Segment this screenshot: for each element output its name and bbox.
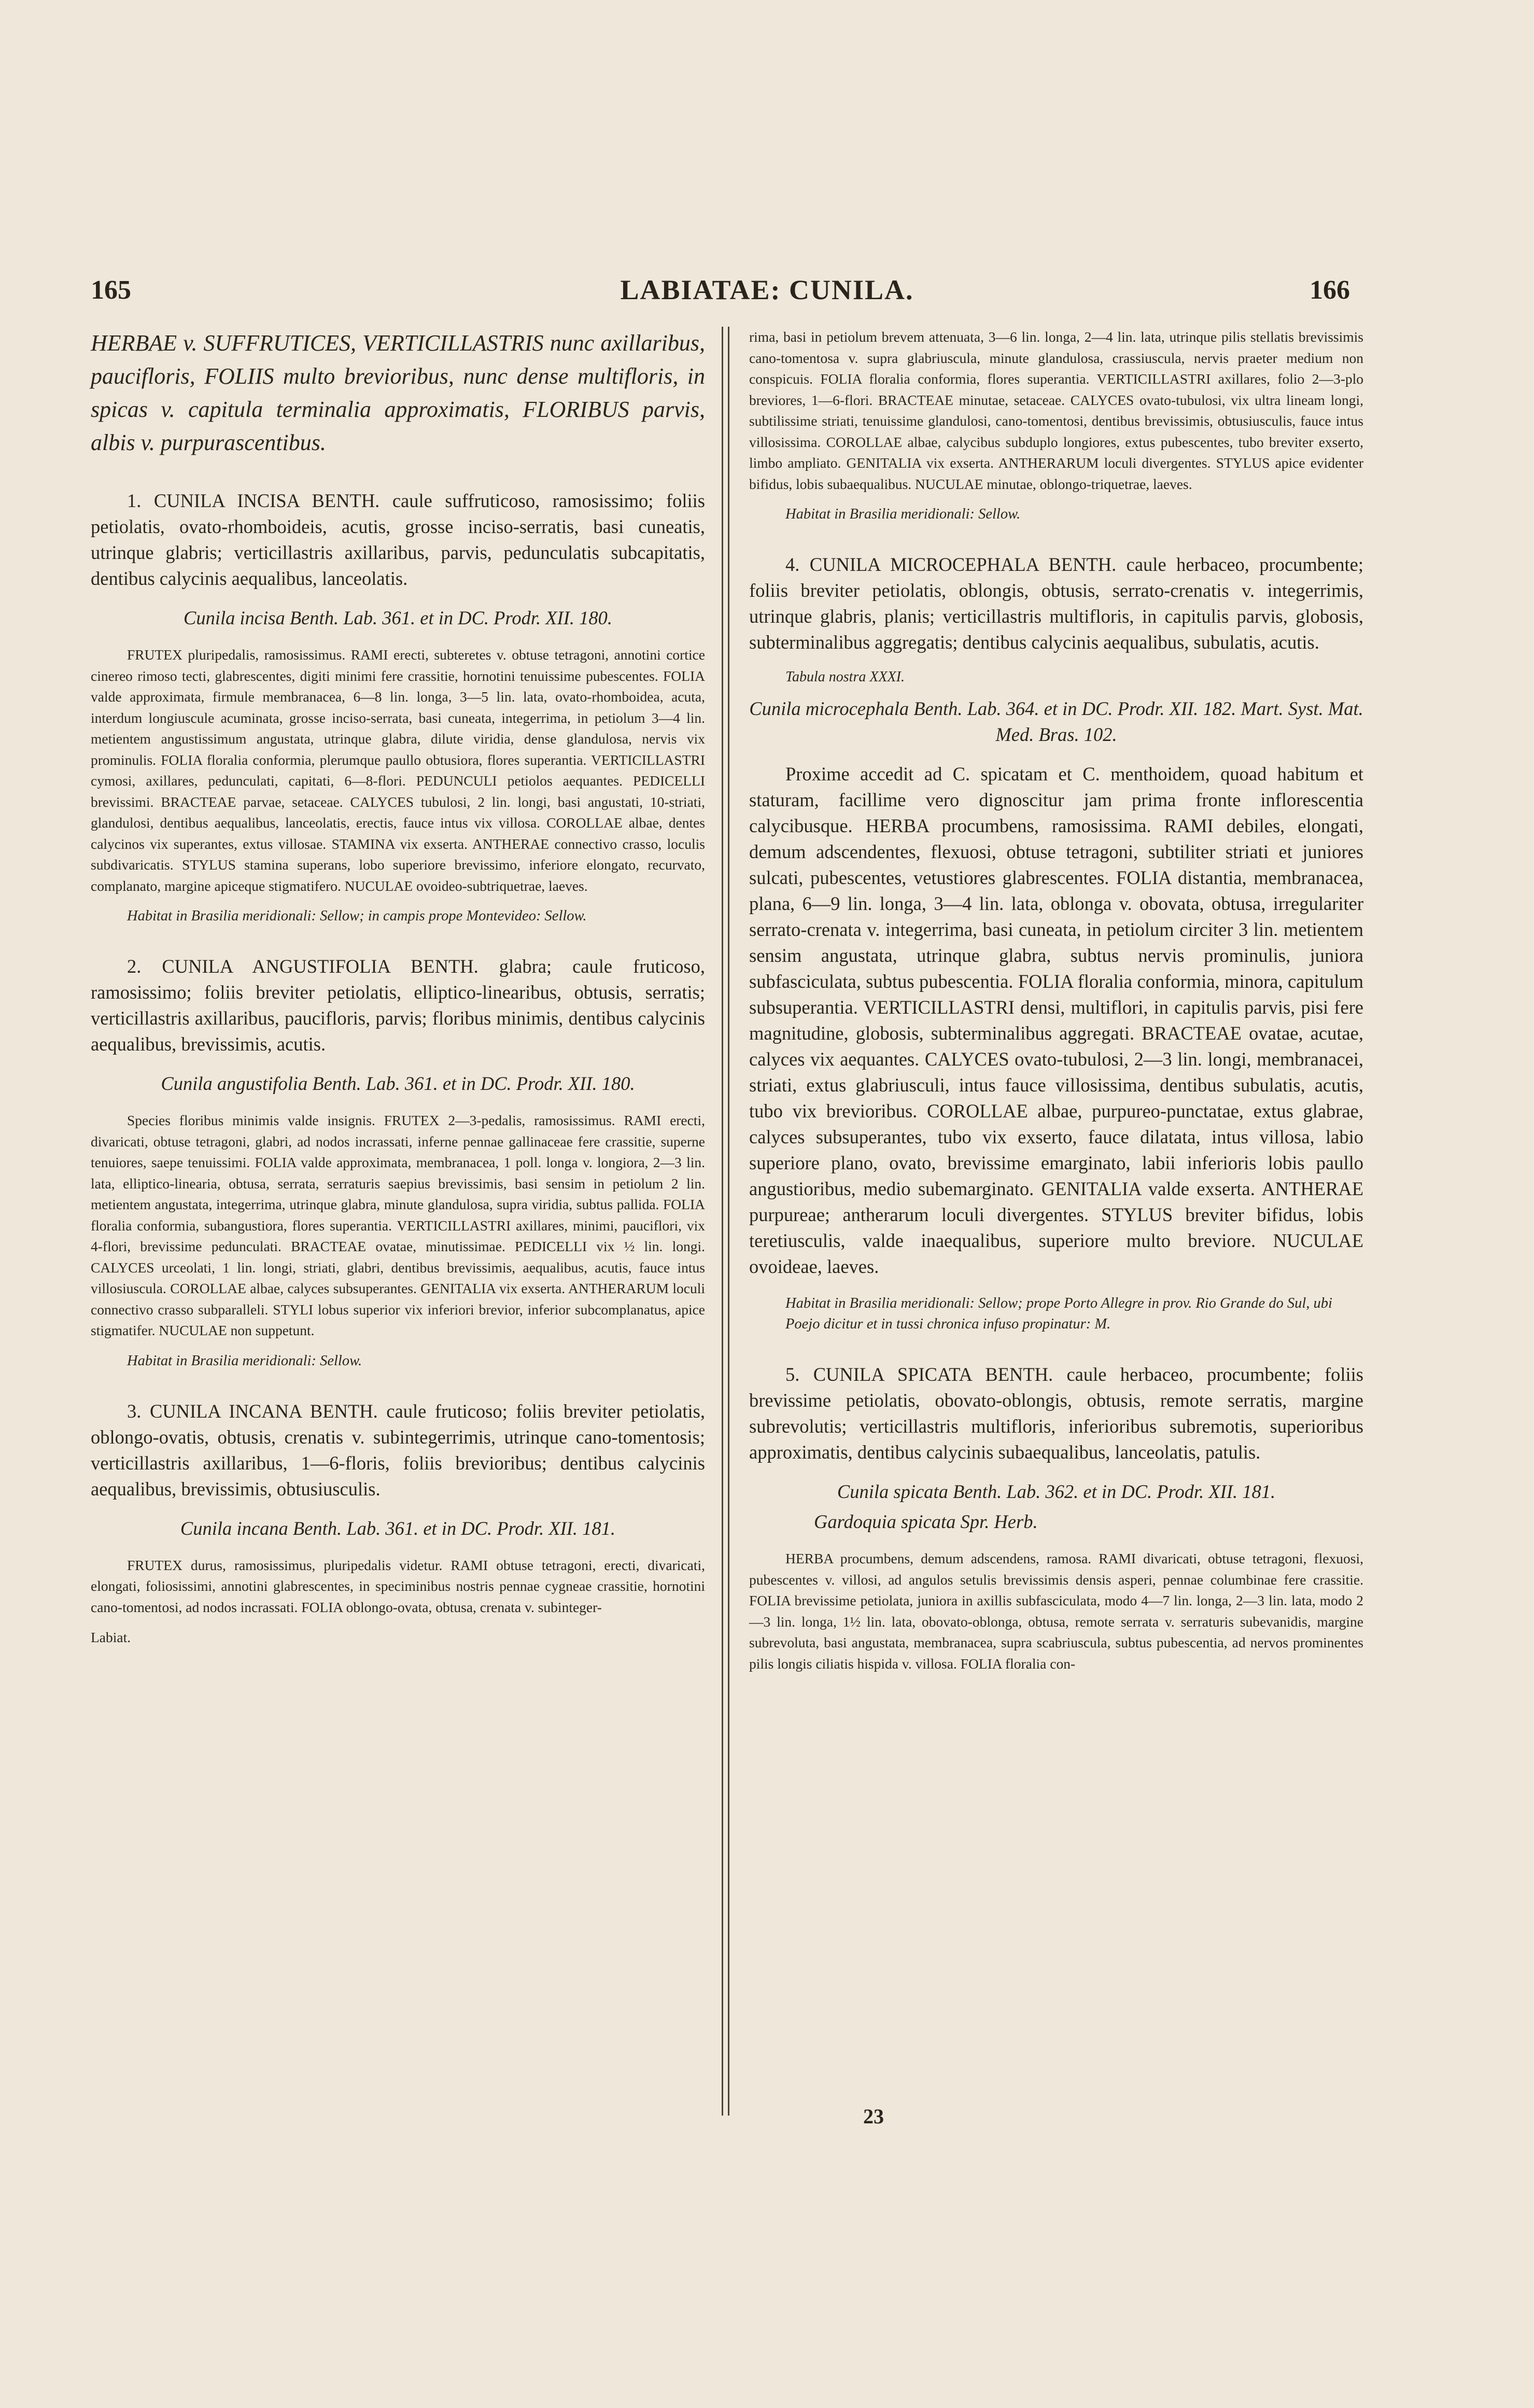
species-4-diagnosis: 4. CUNILA MICROCEPHALA BENTH. caule herbaceo, procumbente; foliis breviter petiolatis, oblongis, obtusis, serrato-crenatis v. integerrimis, utrinque glabris, planis; verticillastris multifloris, in capitulis parvis, globosis, subterminalibus aggregatis; dentibus calycinis aequalibus, subulatis, acutis. xyxy=(749,554,1363,653)
species-1-habitat: Habitat in Brasilia meridionali: Sellow; in campis prope Montevideo: Sellow. xyxy=(127,908,587,924)
species-5-description: HERBA procumbens, demum adscendens, ramosa. RAMI divaricati, obtuse tetragoni, flexuosi, pubescentes v. villosi, ad angulos setulis brevissimis densis asperi, pennae columbinae fere crassitie. FOLIA brevissime petiolata, juniora in axillis subfasciculata, modo 4—7 lin. longa, 2—3 lin. lata, modo 2—3 lin. longa, 1½ lin. lata, obovato-oblonga, obtusa, remote serrata v. serraturis subevanidis, margine subrevoluta, basi angustata, membranacea, supra scabriuscula, subtus pubescentia, ad nervos prominentes pilis longis ciliatis hispida v. villosa. FOLIA floralia con- xyxy=(749,1550,1363,1672)
species-2-habitat: Habitat in Brasilia meridionali: Sellow. xyxy=(127,1352,362,1369)
left-column xyxy=(91,327,705,1658)
species-3-habitat: Habitat in Brasilia meridionali: Sellow. xyxy=(785,506,1021,522)
column-divider-rule xyxy=(722,327,729,2116)
species-3-description-continued: rima, basi in petiolum brevem attenuata, 3—6 lin. longa, 2—4 lin. lata, utrinque pilis stellatis brevissimis cano-tomentosa v. supra glabriuscula, minute glandulosa, crassiuscula, nervis praeter medium non conspicuis. FOLIA floralia conformia, flores superantia. VERTICILLASTRI axillares, folio 2—3-plo breviores, 1—6-flori. BRACTEAE minutae, setaceae. CALYCES ovato-tubulosi, vix ultra lineam longi, subtilissime striati, tenuissime glandulosi, cano-tomentosi, dentibus brevissimis, obtusiusculis, fauce intus villosissima. COROLLAE albae, calycibus subduplo longiores, extus pubescentes, tubo breviter exserto, limbo ampliato. GENITALIA vix exserta. ANTHERARUM loculi divergentes. STYLUS apice evidenter bifidus, lobis subaequalibus. NUCULAE minutae, oblongo-triquetrae, laeves. xyxy=(749,329,1363,492)
species-5-synonym-2: Gardoquia spicata Spr. Herb. xyxy=(814,1511,1038,1532)
species-1-description: FRUTEX pluripedalis, ramosissimus. RAMI erecti, subteretes v. obtuse tetragoni, annotini cortice cinereo rimoso tecti, glabrescentes, digiti minimi fere crassitie, hornotini tenuissime pubescentes. FOLIA valde approximata, firmule membranacea, 6—8 lin. longa, 3—5 lin. lata, ovato-rhomboidea, acuta, interdum longiuscule acuminata, grosse inciso-serrata, basi cuneata, integerrima, in petiolum 3—4 lin. metientem angustissimum angustata, utrinque glabra, dilute viridia, dense glandulosa, nervis vix prominulis. FOLIA floralia conformia, plerumque paullo obtusiora, flores superantia. VERTICILLASTRI cymosi, axillares, pedunculati, capitati, 6—8-flori. PEDUNCULI petiolos aequantes. PEDICELLI brevissimi. BRACTEAE parvae, setaceae. CALYCES tubulosi, 2 lin. longi, basi angustati, 10-striati, glandulosi, dentibus aequalibus, lanceolatis, erectis, fauce intus vix villosa. COROLLAE albae, dentes calycinos vix superantes, extus villosae. STAMINA vix exserta. ANTHERAE connectivo crasso, loculis subdivaricatis. STYLUS stamina superans, lobo superiore brevissimo, inferiore elongato, recurvato, complanato, margine apiceque stigmatifero. NUCULAE ovoideo-subtriquetrae, laeves. xyxy=(91,647,705,894)
running-title: LABIATAE: CUNILA. xyxy=(620,274,914,305)
species-4-description: Proxime accedit ad C. spicatam et C. menthoidem, quoad habitum et staturam, facillime vero dignoscitur jam prima fronte inflorescentia calycibusque. HERBA procumbens, ramosissima. RAMI debiles, elongati, demum adscendentes, flexuosi, obtuse tetragoni, subtiliter striati et juniores sulcati, pubescentes, vetustiores glabrescentes. FOLIA distantia, membranacea, plana, 6—9 lin. longa, 3—4 lin. lata, oblonga v. obovata, obtusa, irregulariter serrato-crenata v. integerrima, basi cuneata, in petiolum circiter 3 lin. metientem sensim angustata, utrinque glabra, subtus nervis prominulis, juniora subfasciculata, subtus pubescentia. FOLIA floralia conformia, minora, capitulum subsuperantia. VERTICILLASTRI densi, multiflori, in capitulis parvis, pisi fere magnitudine, globosis, subterminalibus aggregati. BRACTEAE ovatae, acutae, calyces vix aequantes. CALYCES ovato-tubulosi, 2—3 lin. longi, membranacei, striati, extus glabriusculi, intus fauce villosissima, dentibus subulatis, acutis, tubo vix brevioribus. COROLLAE albae, purpureo-punctatae, extus glabrae, calyces subsuperantes, tubo vix exserto, fauce dilatata, intus villosa, labio superiore plano, ovato, brevissime emarginato, labii inferioris lobis paullo angustioribus, medio subemarginato. GENITALIA valde exserta. ANTHERAE purpureae; antherarum loculi divergentes. STYLUS breviter bifidus, lobis teretiusculis, valde inaequalibus, superiore multo breviore. NUCULAE ovoideae, laeves. xyxy=(749,763,1363,1277)
species-1-synonym: Cunila incisa Benth. Lab. 361. et in DC. Prodr. XII. 180. xyxy=(184,607,612,628)
species-2-diagnosis: 2. CUNILA ANGUSTIFOLIA BENTH. glabra; caule fruticoso, ramosissimo; foliis breviter petiolatis, elliptico-linearibus, obtusis, serratis; verticillastris axillaribus, paucifloris, parvis; floribus minimis, dentibus calycinis aequalibus, brevissimis, acutis. xyxy=(91,956,705,1055)
species-5-diagnosis: 5. CUNILA SPICATA BENTH. caule herbaceo, procumbente; foliis brevissime petiolatis, obovato-oblongis, obtusis, remote serratis, margine subrevolutis; verticillastris multifloris, inferioribus subremotis, superioribus approximatis, dentibus calycinis subaequalibus, lanceolatis, patulis. xyxy=(749,1364,1363,1463)
species-3-synonym: Cunila incana Benth. Lab. 361. et in DC. Prodr. XII. 181. xyxy=(180,1517,616,1539)
genus-section-intro: HERBAE v. SUFFRUTICES, VERTICILLASTRIS nunc axillaribus, paucifloris, FOLIIS multo brevioribus, nunc dense multifloris, in spicas v. capitula terminalia approximatis, FLORIBUS parvis, albis v. purpurascentibus. xyxy=(91,330,705,455)
signature-mark: 23 xyxy=(863,2105,884,2128)
catchword: Labiat. xyxy=(91,1629,131,1645)
species-1-diagnosis: 1. CUNILA INCISA BENTH. caule suffruticoso, ramosissimo; foliis petiolatis, ovato-rhomboideis, acutis, grosse inciso-serratis, basi cuneatis, utrinque glabris; verticillastris axillaribus, parvis, pedunculatis subcapitatis, dentibus calycinis aequalibus, lanceolatis. xyxy=(91,490,705,589)
species-3-description: FRUTEX durus, ramosissimus, pluripedalis videtur. RAMI obtuse tetragoni, erecti, divaricati, elongati, foliosissimi, annotini glabrescentes, in speciminibus nostris pennae cygneae crassitie, hornotini cano-tomentosi, ad nodos incrassati. FOLIA oblongo-ovata, obtusa, crenata v. subinteger- xyxy=(91,1557,705,1615)
right-page-number: 166 xyxy=(1310,275,1350,305)
species-4-plate-reference: Tabula nostra XXXI. xyxy=(785,669,905,685)
species-2-description: Species floribus minimis valde insignis. FRUTEX 2—3-pedalis, ramosissimus. RAMI erecti, divaricati, obtuse tetragoni, glabri, ad nodos incrassati, inferne pennae gallinaceae fere crassitie, superne tenuiores, saepe tenuissimi. FOLIA valde approximata, membranacea, 1 poll. longa v. longiora, 2—3 lin. lata, elliptico-linearia, obtusa, serrata, serraturis saepius brevissimis, basi sensim in petiolum 2 lin. metientem angustata, integerrima, utrinque glabra, minute glandulosa, supra viridia, subtus pallida. FOLIA floralia conformia, subangustiora, flores superantia. VERTICILLASTRI axillares, minimi, pauciflori, vix 4-flori, brevissime pedunculati. BRACTEAE ovatae, minutissimae. PEDICELLI vix ½ lin. longi. CALYCES urceolati, 1 lin. longi, striati, glabri, dentibus brevissimis, aequalibus, acutis, fauce intus villosiuscula. COROLLAE albae, calyces subsuperantes. GENITALIA vix exserta. ANTHERARUM loculi connectivo crasso subparalleli. STYLI lobus superior vix inferiori brevior, inferior subcomplanatus, apice stigmatifer. NUCULAE non suppetunt. xyxy=(91,1112,705,1338)
right-column xyxy=(749,327,1363,1684)
species-3-diagnosis: 3. CUNILA INCANA BENTH. caule fruticoso; foliis breviter petiolatis, oblongo-ovatis, obtusis, crenatis v. subintegerrimis, utrinque cano-tomentosis; verticillastris axillaribus, 1—6-floris, foliis brevioribus; dentibus calycinis aequalibus, brevissimis, obtusiusculis. xyxy=(91,1400,705,1500)
species-4-synonym: Cunila microcephala Benth. Lab. 364. et in DC. Prodr. XII. 182. Mart. Syst. Mat. Med. Bras. 102. xyxy=(749,698,1363,745)
species-5-synonym-1: Cunila spicata Benth. Lab. 362. et in DC. Prodr. XII. 181. xyxy=(837,1481,1276,1502)
species-2-synonym: Cunila angustifolia Benth. Lab. 361. et in DC. Prodr. XII. 180. xyxy=(161,1073,635,1094)
left-page-number: 165 xyxy=(91,275,131,305)
species-4-habitat: Habitat in Brasilia meridionali: Sellow; prope Porto Allegre in prov. Rio Grande do Sul, ubi Poejo dicitur et in tussi chronica infuso propinatur: M. xyxy=(785,1295,1332,1332)
